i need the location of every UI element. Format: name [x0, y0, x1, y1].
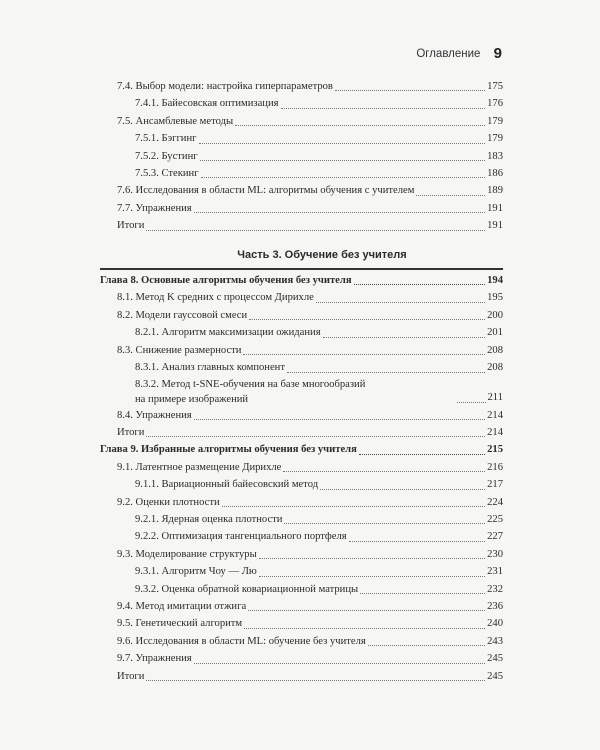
toc-page: 183 — [487, 150, 503, 162]
toc-entry[interactable] — [117, 476, 503, 493]
toc-entry[interactable] — [117, 528, 503, 545]
toc-entry[interactable] — [117, 598, 503, 615]
toc-entry-title: 9.3. Моделирование структуры — [117, 548, 257, 560]
toc-page: 186 — [487, 168, 503, 180]
leader-dots — [243, 354, 485, 355]
leader-dots — [222, 506, 485, 507]
part-rule — [100, 268, 503, 270]
leader-dots — [457, 402, 486, 403]
toc-entry-title: 9.1.1. Вариационный байесовский метод — [135, 479, 319, 491]
toc-entry[interactable] — [117, 407, 503, 424]
toc-page: 245 — [487, 653, 503, 665]
toc-chapter-8[interactable] — [100, 272, 503, 289]
leader-dots — [201, 177, 486, 178]
toc-entry[interactable] — [117, 148, 503, 165]
toc-page: 225 — [487, 513, 503, 525]
part-title: Часть 3. Обучение без учителя — [237, 248, 407, 261]
toc-page: 215 — [487, 444, 503, 456]
leader-dots — [349, 541, 485, 542]
leader-dots — [360, 593, 485, 594]
leader-dots — [235, 125, 485, 126]
toc-chapter-title: Глава 8. Основные алгоритмы обучения без учителя — [100, 275, 352, 287]
toc-entry[interactable] — [117, 511, 503, 528]
leader-dots — [359, 454, 485, 455]
toc-page: 245 — [487, 670, 503, 682]
toc-entry-title: 9.2.2. Оптимизация тангенциального портфеля — [135, 531, 347, 543]
toc-chapter9-entries — [117, 459, 503, 685]
toc-page: 216 — [487, 461, 503, 473]
toc-entry[interactable] — [117, 459, 503, 476]
leader-dots — [320, 489, 485, 490]
toc-entry-title: 7.5.2. Бустинг — [135, 150, 198, 162]
toc-chapter8-entries — [117, 289, 503, 376]
toc-page: 224 — [487, 496, 503, 508]
toc-entry-title: 7.6. Исследования в области ML: алгоритмы обучения с учителем — [117, 185, 415, 197]
toc-page: 230 — [487, 548, 503, 560]
leader-dots — [244, 628, 485, 629]
toc-page: 189 — [487, 185, 503, 197]
toc-entry[interactable] — [117, 217, 503, 234]
toc-page: 217 — [487, 479, 503, 491]
toc-entry[interactable] — [117, 95, 503, 112]
toc-page: 236 — [487, 600, 503, 612]
toc-entry-title: 9.2.1. Ядерная оценка плотности — [135, 513, 283, 525]
toc-entry[interactable] — [117, 377, 503, 407]
toc-entry-title: 9.6. Исследования в области ML: обучение без учителя — [117, 635, 366, 647]
leader-dots — [368, 645, 485, 646]
running-header — [0, 44, 502, 61]
toc-page: 195 — [487, 292, 503, 304]
toc-page: 179 — [487, 133, 503, 145]
leader-dots — [146, 436, 485, 437]
toc-page: 214 — [487, 426, 503, 438]
toc-entry[interactable] — [117, 494, 503, 511]
toc-page: 240 — [487, 618, 503, 630]
toc-chapter-9[interactable] — [100, 441, 503, 458]
header-label: Оглавление — [416, 48, 481, 60]
toc-entry-title: Итоги — [117, 426, 145, 438]
toc-entry-title: 8.2. Модели гауссовой смеси — [117, 309, 248, 321]
leader-dots — [199, 143, 486, 144]
toc-entry[interactable] — [117, 563, 503, 580]
toc-entry[interactable] — [117, 633, 503, 650]
toc-entry[interactable] — [117, 200, 503, 217]
leader-dots — [249, 319, 485, 320]
leader-dots — [287, 372, 485, 373]
toc-page: 227 — [487, 531, 503, 543]
leader-dots — [284, 523, 485, 524]
toc-entry-title: 9.2. Оценки плотности — [117, 496, 220, 508]
toc-entry[interactable] — [117, 546, 503, 563]
toc-entry[interactable] — [117, 182, 503, 199]
leader-dots — [200, 160, 485, 161]
toc-entry-title-line2: на примере изображений — [135, 393, 249, 405]
toc-entry[interactable] — [117, 581, 503, 598]
leader-dots — [335, 90, 485, 91]
leader-dots — [259, 558, 485, 559]
toc-entry-title: 8.4. Упражнения — [117, 409, 192, 421]
toc-entry-title: 9.4. Метод имитации отжига — [117, 600, 247, 612]
toc-page: 214 — [487, 409, 503, 421]
toc-entry-title — [135, 377, 455, 407]
leader-dots — [354, 284, 486, 285]
toc-entry[interactable] — [117, 359, 503, 376]
toc-entry-title: 8.3. Снижение размерности — [117, 344, 242, 356]
toc-chapter8-tail — [117, 407, 503, 442]
leader-dots — [281, 108, 486, 109]
toc-entry[interactable] — [117, 615, 503, 632]
toc-page: 175 — [487, 81, 503, 92]
leader-dots — [194, 212, 485, 213]
toc-entry-title: 7.4. Выбор модели: настройка гиперпараметров — [117, 81, 333, 92]
leader-dots — [323, 337, 486, 338]
toc-entry-title: 8.1. Метод K средних с процессом Дирихле — [117, 292, 314, 304]
toc-entry[interactable] — [117, 78, 503, 95]
toc-entry-title: 7.5.1. Бэггинг — [135, 133, 197, 145]
toc-page: 232 — [487, 583, 503, 595]
toc-page: 243 — [487, 635, 503, 647]
table-of-contents — [100, 78, 503, 685]
toc-entry-title: 9.7. Упражнения — [117, 653, 192, 665]
toc-entry-title: 9.5. Генетический алгоритм — [117, 618, 243, 630]
toc-entry[interactable] — [117, 307, 503, 324]
toc-page: 179 — [487, 115, 503, 127]
toc-entry[interactable] — [117, 342, 503, 359]
toc-entry-title: 8.2.1. Алгоритм максимизации ожидания — [135, 327, 321, 339]
leader-dots — [194, 419, 485, 420]
toc-entry-title: 7.4.1. Байесовская оптимизация — [135, 98, 279, 110]
toc-entry[interactable] — [117, 424, 503, 441]
toc-chapter7-tail — [117, 78, 503, 235]
toc-entry[interactable] — [117, 289, 503, 306]
toc-entry-title-line1: 8.3.2. Метод t-SNE-обучения на базе многообразий — [135, 378, 366, 390]
leader-dots — [416, 195, 485, 196]
toc-page: 191 — [487, 220, 503, 232]
toc-entry[interactable] — [117, 130, 503, 147]
toc-page: 208 — [487, 344, 503, 356]
toc-entry-title: 9.3.2. Оценка обратной ковариационной матрицы — [135, 583, 359, 595]
toc-page: 191 — [487, 202, 503, 214]
toc-entry[interactable] — [117, 668, 503, 685]
toc-entry-title: 9.3.1. Алгоритм Чоу — Лю — [135, 566, 257, 578]
leader-dots — [259, 576, 485, 577]
toc-entry[interactable] — [117, 650, 503, 667]
toc-entry-title: 9.1. Латентное размещение Дирихле — [117, 461, 282, 473]
toc-entry-title: Итоги — [117, 220, 145, 232]
toc-page: 231 — [487, 566, 503, 578]
leader-dots — [146, 230, 485, 231]
toc-page: 194 — [487, 275, 503, 287]
toc-entry-title: 7.5. Ансамблевые методы — [117, 115, 234, 127]
toc-page: 201 — [487, 327, 503, 339]
toc-page: 176 — [487, 98, 503, 110]
leader-dots — [283, 471, 485, 472]
leader-dots — [316, 302, 485, 303]
toc-page: 211 — [487, 392, 503, 404]
toc-entry-title: 7.7. Упражнения — [117, 202, 192, 214]
toc-entry-title: 7.5.3. Стекинг — [135, 168, 199, 180]
toc-entry[interactable] — [117, 324, 503, 341]
toc-page: 200 — [487, 309, 503, 321]
toc-entry[interactable] — [117, 113, 503, 130]
leader-dots — [146, 680, 485, 681]
page-number: 9 — [493, 45, 502, 62]
toc-entry[interactable] — [117, 165, 503, 182]
toc-chapter-title: Глава 9. Избранные алгоритмы обучения без учителя — [100, 444, 357, 456]
leader-dots — [248, 610, 485, 611]
toc-page: 208 — [487, 362, 503, 374]
toc-entry-title: Итоги — [117, 670, 145, 682]
toc-entry-title: 8.3.1. Анализ главных компонент — [135, 362, 285, 374]
leader-dots — [194, 663, 485, 664]
